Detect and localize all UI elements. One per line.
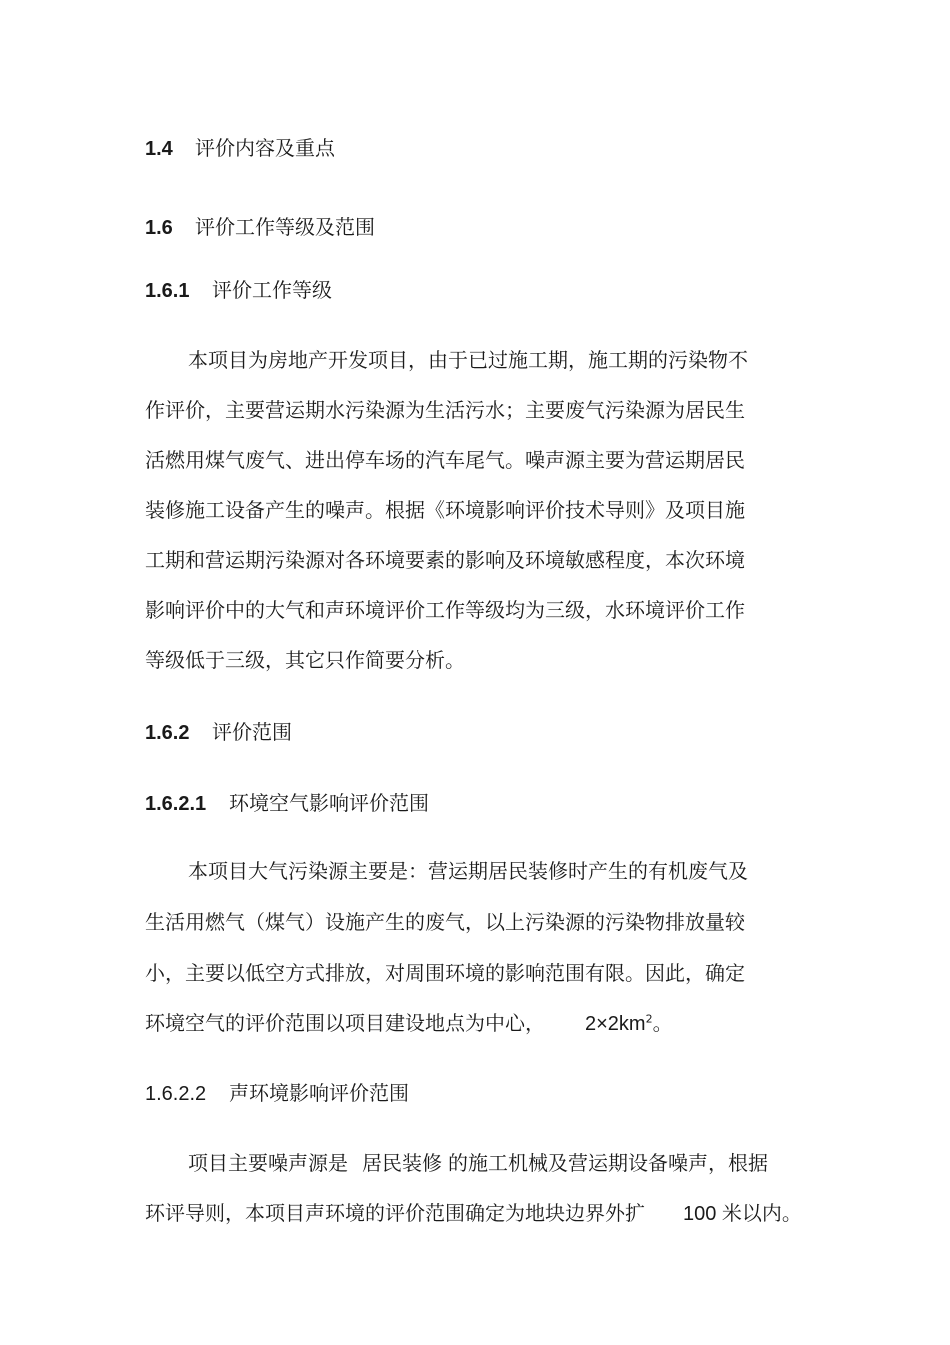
para3-text: 的施工机械及营运期设备噪声，根据 [448,1151,768,1175]
para3-line2 [145,1197,802,1226]
heading-1-6-2 [145,716,292,745]
para2-line: 本项目大气污染源主要是：营运期居民装修时产生的有机废气及 [188,859,748,883]
para3-text: 环评导则，本项目声环境的评价范围确定为地块边界外扩 [145,1201,645,1225]
para1-line: 影响评价中的大气和声环境评价工作等级均为三级，水环境评价工作 [145,598,745,622]
para3-line1 [188,1147,768,1176]
para1-line: 本项目为房地产开发项目，由于已过施工期，施工期的污染物不 [188,348,748,372]
heading-1-4 [145,132,335,161]
para2-line: 小，主要以低空方式排放，对周围环境的影响范围有限。因此，确定 [145,961,745,985]
para2-end: 。 [652,1011,673,1035]
heading-1-6-2-2 [145,1077,409,1106]
para1-line: 装修施工设备产生的噪声。根据《环境影响评价技术导则》及项目施 [145,498,745,522]
heading-1-6 [145,211,375,240]
section-title: 声环境影响评价范围 [229,1081,409,1105]
para1-line: 工期和营运期污染源对各环境要素的影响及环境敏感程度，本次环境 [145,548,745,572]
section-number: 1.6.2 [145,722,190,744]
section-title: 评价工作等级 [212,278,332,302]
section-number: 1.6.1 [145,280,190,302]
area-superscript: 2 [645,1012,653,1026]
para3-value: 100 米以内。 [683,1203,802,1225]
para1-line: 等级低于三级，其它只作简要分析。 [145,648,465,672]
section-number: 1.6.2.2 [145,1083,207,1105]
para3-text: 项目主要噪声源是 [188,1151,348,1175]
section-title: 评价范围 [212,720,292,744]
para3-text: 居民装修 [362,1151,442,1175]
section-number: 1.4 [145,138,173,160]
section-title: 环境空气影响评价范围 [229,791,429,815]
para1-line: 活燃用煤气废气、进出停车场的汽车尾气。噪声源主要为营运期居民 [145,448,745,472]
para2-last-line [145,1007,673,1036]
heading-1-6-1 [145,274,332,303]
heading-1-6-2-1 [145,787,429,816]
para2-text: 环境空气的评价范围以项目建设地点为中心， [145,1011,545,1035]
section-title: 评价内容及重点 [195,136,335,160]
section-number: 1.6 [145,217,173,239]
para1-line: 作评价，主要营运期水污染源为生活污水；主要废气污染源为居民生 [145,398,745,422]
para2-line: 生活用燃气（煤气）设施产生的废气，以上污染源的污染物排放量较 [145,910,745,934]
section-number: 1.6.2.1 [145,793,207,815]
section-title: 评价工作等级及范围 [195,215,375,239]
area-value: 2×2km [585,1013,646,1035]
